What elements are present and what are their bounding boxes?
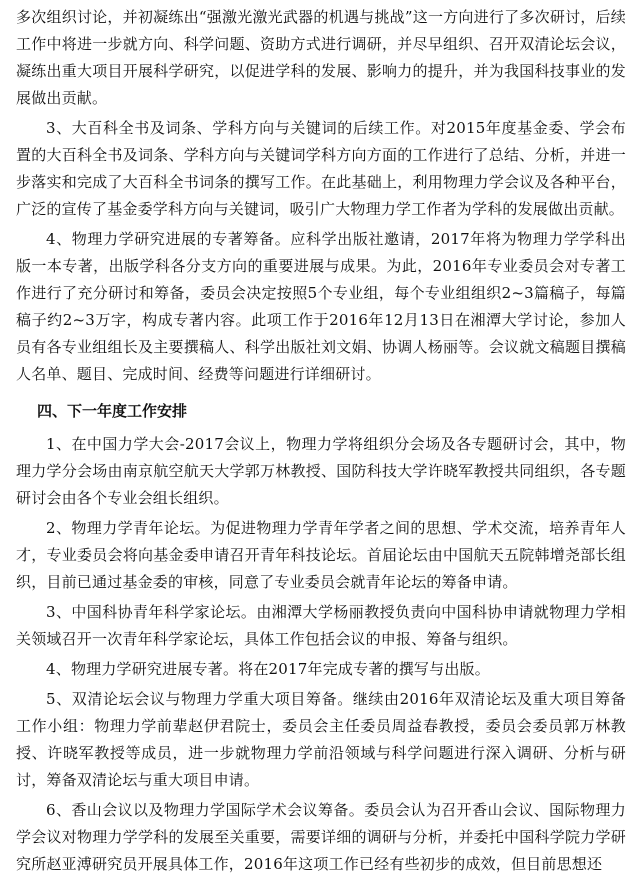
paragraph-plan-6: 6、香山会议以及物理力学国际学术会议筹备。委员会认为召开香山会议、国际物理力学会议对物理力学学科的发展至关重要，需要详细的调研与分析，并委托中国科学院力学研究所赵亚溥研究员开展具体工作，2016年这项工作已经有些初步的成效，但目前思想还 [16, 801, 626, 873]
paragraph-plan-3: 3、中国科协青年科学家论坛。由湘潭大学杨丽教授负责向中国科协申请就物理力学相关领域召开一次青年科学家论坛，具体工作包括会议的申报、筹备与组织。 [16, 603, 626, 648]
paragraph-monograph: 4、物理力学研究进展的专著筹备。应科学出版社邀请，2017年将为物理力学学科出版一本专著，出版学科各分支方向的重要进展与成果。为此，2016年专业委员会对专著工作进行了充分研讨和筹备，委员会决定按照5个专业组，每个专业组组织2~3篇稿子，每篇稿子约2~3万字，构成专著内容。此项工作于2016年12月13日在湘潭大学讨论，参加人员有各专业组组长及主要撰稿人、科学出版社刘文娟、协调人杨丽等。会议就文稿题目撰稿人名单、题目、完成时间、经费等问题进行详细研讨。 [16, 230, 626, 383]
paragraph-continued: 多次组织讨论，并初凝练出“强激光激光武器的机遇与挑战”这一方向进行了多次研讨，后续工作中将进一步就方向、科学问题、资助方式进行调研，并尽早组织、召开双清论坛会议，凝练出重大项目开展科学研究，以促进学科的发展、影响力的提升，并为我国科技事业的发展做出贡献。 [16, 8, 626, 107]
paragraph-plan-2: 2、物理力学青年论坛。为促进物理力学青年学者之间的思想、学术交流，培养青年人才，专业委员会将向基金委申请召开青年科技论坛。首届论坛由中国航天五院韩增尧部长组织，目前已通过基金委的审核，同意了专业委员会就青年论坛的筹备申请。 [16, 519, 626, 591]
paragraph-plan-5: 5、双清论坛会议与物理力学重大项目筹备。继续由2016年双清论坛及重大项目筹备工作小组：物理力学前辈赵伊君院士，委员会主任委员周益春教授，委员会委员郭万林教授、许晓军教授等成员，进一步就物理力学前沿领域与科学问题进行深入调研、分析与研讨，筹备双清论坛与重大项目申请。 [16, 690, 626, 789]
paragraph-plan-4: 4、物理力学研究进展专著。将在2017年完成专著的撰写与出版。 [46, 660, 490, 678]
paragraph-plan-1: 1、在中国力学大会-2017会议上，物理力学将组织分会场及各专题研讨会，其中，物理力学分会场由南京航空航天大学郭万林教授、国防科技大学许晓军教授共同组织，各专题研讨会由各个专业会组长组织。 [16, 435, 626, 507]
section-heading: 四、下一年度工作安排 [37, 402, 188, 420]
paragraph-encyclopedia: 3、大百科全书及词条、学科方向与关键词的后续工作。对2015年度基金委、学会布置的大百科全书及词条、学科方向与关键词学科方向方面的工作进行了总结、分析，并进一步落实和完成了大百科全书词条的撰写工作。在此基础上，利用物理力学会议及各种平台，广泛的宣传了基金委学科方向与关键词，吸引广大物理力学工作者为学科的发展做出贡献。 [16, 119, 626, 218]
